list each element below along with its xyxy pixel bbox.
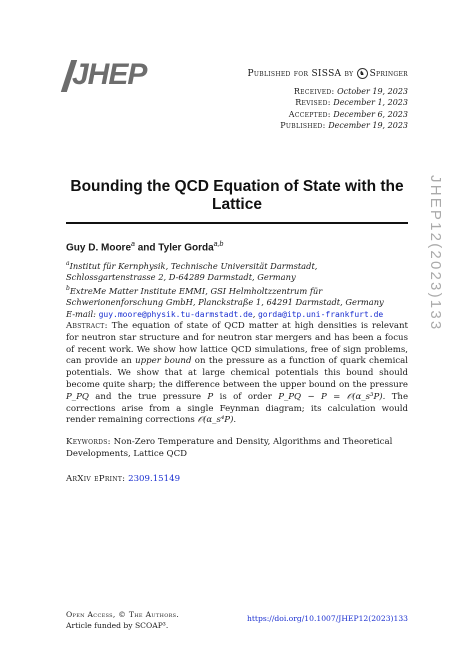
side-identifier bbox=[427, 175, 446, 435]
abstract-text: The equation of state of QCD matter at high densities is relevant for neutron star structure and for neutron star mergers and has been a focus of recent work. We show how lattice QCD simulations, free of sign problems, can provide an bbox=[66, 321, 408, 367]
date-value: October 19, 2023 bbox=[337, 87, 408, 96]
open-access-line: Open Access, © The Authors. bbox=[66, 610, 180, 619]
springer-logo-icon: ♞ bbox=[357, 68, 368, 79]
author-name: Tyler Gorda bbox=[158, 242, 214, 254]
publication-dates bbox=[280, 86, 408, 131]
abstract-formula: P_PQ − P = 𝒪(α_s³P). bbox=[278, 391, 386, 402]
publisher-brand: Springer bbox=[369, 69, 408, 79]
keywords bbox=[66, 437, 408, 461]
date-row bbox=[280, 120, 408, 131]
keywords-text: Non-Zero Temperature and Density, Algorithms and Theoretical Developments, Lattice QCD bbox=[66, 437, 393, 459]
date-value: December 19, 2023 bbox=[328, 120, 408, 130]
author-sup: a bbox=[131, 241, 135, 248]
email-label: E-mail: bbox=[66, 309, 96, 319]
abstract-text: The corrections arise from a single Feynman diagram; its calculation would render remaining corrections bbox=[66, 391, 409, 426]
date-row bbox=[280, 109, 408, 120]
footer-license bbox=[66, 609, 179, 631]
abstract-text: on the pressure as a function of quark chemical potentials. We show that at large chemical potentials this bound should become quite sharp; the difference between the upper bound on the pressure bbox=[66, 356, 408, 390]
affiliation-text: Institut für Kernphysik, Technische Universität Darmstadt, Schlossgartenstrasse 2, D-64289 Darmstadt, Germany bbox=[66, 260, 318, 283]
side-identifier-text: JHEP12(2023)133 bbox=[427, 175, 444, 332]
email-sep: , bbox=[252, 309, 258, 319]
author-sep: and bbox=[134, 242, 159, 254]
date-value: December 6, 2023 bbox=[333, 109, 408, 119]
paper-title: Bounding the QCD Equation of State with the Lattice bbox=[70, 178, 404, 213]
publisher-text: Published for SISSA by bbox=[247, 69, 354, 79]
author-list bbox=[66, 241, 223, 253]
author-name: Guy D. Moore bbox=[66, 242, 132, 254]
date-label: Accepted: bbox=[288, 109, 331, 119]
affiliation-sup: b bbox=[66, 285, 70, 292]
journal-logo bbox=[64, 58, 147, 92]
abstract-text: and the true pressure bbox=[95, 391, 202, 402]
abstract bbox=[66, 321, 408, 427]
email-line bbox=[66, 309, 383, 319]
abstract-text: is of order bbox=[219, 391, 272, 402]
date-value: December 1, 2023 bbox=[333, 98, 408, 108]
affiliation bbox=[66, 258, 408, 284]
publisher-line bbox=[248, 68, 408, 79]
abstract-emph: upper bound bbox=[135, 356, 192, 367]
arxiv-link[interactable]: 2309.15149 bbox=[128, 474, 181, 484]
keywords-label: Keywords: bbox=[66, 437, 111, 447]
date-row bbox=[280, 97, 408, 108]
funding-line: Article funded by SCOAP³. bbox=[66, 621, 169, 630]
abstract-label: Abstract: bbox=[66, 321, 108, 331]
arxiv-eprint bbox=[66, 474, 180, 484]
abstract-formula: P bbox=[207, 391, 214, 402]
doi-link[interactable]: https://doi.org/10.1007/JHEP12(2023)133 bbox=[246, 614, 408, 623]
email-link[interactable]: guy.moore@physik.tu-darmstadt.de bbox=[98, 310, 253, 319]
affiliation-sup: a bbox=[66, 260, 70, 267]
affiliation bbox=[66, 283, 408, 309]
date-row bbox=[280, 86, 408, 97]
title-rule bbox=[66, 222, 408, 224]
arxiv-label: ArXiv ePrint: bbox=[66, 474, 126, 484]
abstract-formula: 𝒪(α_s⁴P). bbox=[197, 415, 237, 426]
affiliation-text: ExtreMe Matter Institute EMMI, GSI Helmholtzzentrum für Schwerionenforschung GmbH, Planckstraße 1, 64291 Darmstadt, Germany bbox=[66, 285, 384, 308]
date-label: Published: bbox=[280, 120, 326, 130]
date-label: Revised: bbox=[295, 98, 331, 108]
email-link[interactable]: gorda@itp.uni-frankfurt.de bbox=[257, 310, 384, 319]
abstract-formula: P_PQ bbox=[66, 391, 89, 402]
date-label: Received: bbox=[293, 87, 335, 96]
logo-text: JHEP bbox=[72, 58, 147, 91]
author-sup: a,b bbox=[213, 241, 224, 248]
